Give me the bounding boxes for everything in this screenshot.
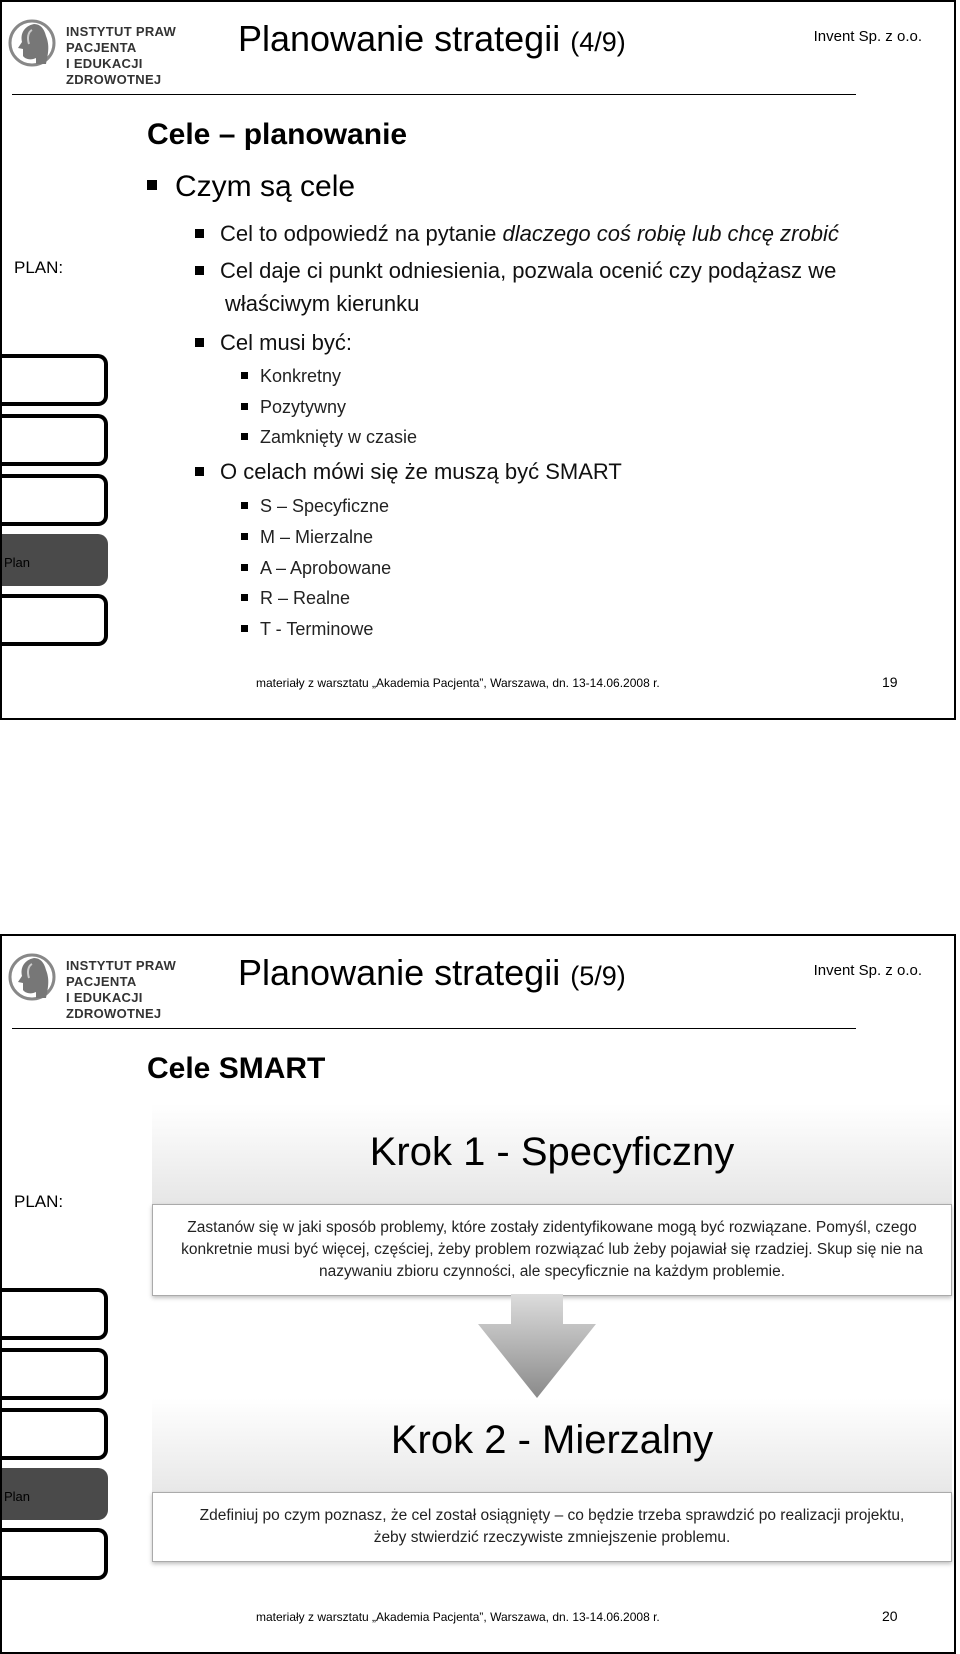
bullet-level3: A – Aprobowane xyxy=(241,558,391,579)
page-title: Planowanie strategii (4/9) xyxy=(238,18,626,59)
plan-label: PLAN: xyxy=(14,258,64,277)
bullet-icon xyxy=(195,338,204,347)
slide-subtitle: Cele – planowanie xyxy=(147,118,408,151)
logo-text: INSTYTUT PRAW PACJENTA I EDUKACJI ZDROWOTNEJ xyxy=(66,958,177,1021)
plan-label: PLAN: xyxy=(14,1192,64,1211)
nav-tab-plan[interactable] xyxy=(2,1468,108,1520)
step-1-title: Krok 1 - Specyficzny xyxy=(369,1130,735,1174)
bullet-icon xyxy=(241,403,248,410)
bullet-level3: Zamknięty w czasie xyxy=(241,427,417,448)
slide-subtitle: Cele SMART xyxy=(147,1052,326,1085)
bullet-level3: Pozytywny xyxy=(241,397,346,418)
bullet-icon xyxy=(195,229,204,238)
nav-tab-label: Plan xyxy=(4,1489,31,1504)
step-2-header xyxy=(152,1398,952,1498)
bullet-level2: Cel musi być: xyxy=(195,330,352,356)
nav-tab[interactable] xyxy=(2,1348,108,1400)
bullet-level3: R – Realne xyxy=(241,588,350,609)
company-name: Invent Sp. z o.o. xyxy=(813,28,922,45)
bullet-icon xyxy=(241,502,248,509)
bullet-level3: T - Terminowe xyxy=(241,619,373,640)
bullet-icon xyxy=(195,467,204,476)
title-divider xyxy=(12,1028,856,1029)
slide-19 xyxy=(0,0,956,720)
nav-tab[interactable] xyxy=(2,1288,108,1340)
head-profile-icon xyxy=(8,950,56,1004)
down-arrow-icon xyxy=(478,1294,596,1398)
bullet-level3: Konkretny xyxy=(241,366,341,387)
slide-20 xyxy=(0,934,956,1654)
step-2-title: Krok 2 - Mierzalny xyxy=(390,1418,714,1462)
page-number: 19 xyxy=(882,674,898,690)
company-name: Invent Sp. z o.o. xyxy=(813,962,922,979)
bullet-level1: Czym są cele xyxy=(147,170,355,204)
title-divider xyxy=(12,94,856,95)
bullet-icon xyxy=(147,180,157,190)
nav-tab[interactable] xyxy=(2,354,108,406)
bullet-level2: Cel daje ci punkt odniesienia, pozwala ocenić czy podążasz we xyxy=(195,258,836,284)
nav-tab[interactable] xyxy=(2,594,108,646)
bullet-level3: M – Mierzalne xyxy=(241,527,373,548)
nav-tab[interactable] xyxy=(2,1528,108,1580)
bullet-level3: S – Specyficzne xyxy=(241,496,389,517)
nav-tab[interactable] xyxy=(2,414,108,466)
bullet-icon xyxy=(241,625,248,632)
bullet-icon xyxy=(241,533,248,540)
head-profile-icon xyxy=(8,16,56,70)
bullet-continuation: właściwym kierunku xyxy=(225,291,420,316)
nav-tab-plan[interactable] xyxy=(2,534,108,586)
slide-footer: materiały z warsztatu „Akademia Pacjenta”, Warszawa, dn. 13-14.06.2008 r. xyxy=(256,1610,660,1624)
step-1-header xyxy=(152,1104,952,1204)
institute-logo xyxy=(8,16,218,87)
bullet-icon xyxy=(241,594,248,601)
page-title: Planowanie strategii (5/9) xyxy=(238,952,626,993)
step-2-description: Zdefiniuj po czym poznasz, że cel został osiągnięty – co będzie trzeba sprawdzić po realizacji projektu, żeby stwierdzić rzeczywiste zmniejszenie problemu. xyxy=(152,1492,952,1562)
bullet-icon xyxy=(241,433,248,440)
bullet-level2: Cel to odpowiedź na pytanie dlaczego coś robię lub chcę zrobić xyxy=(195,221,839,247)
bullet-icon xyxy=(241,372,248,379)
bullet-icon xyxy=(195,266,204,275)
nav-tab[interactable] xyxy=(2,474,108,526)
logo-text: INSTYTUT PRAW PACJENTA I EDUKACJI ZDROWOTNEJ xyxy=(66,24,177,87)
nav-tab[interactable] xyxy=(2,1408,108,1460)
institute-logo xyxy=(8,950,218,1021)
page-number: 20 xyxy=(882,1608,898,1624)
step-1-description: Zastanów się w jaki sposób problemy, które zostały zidentyfikowane mogą być rozwiązane. Pomyśl, czego konkretnie musi być więcej, częściej, żeby problem rozwiązać lub żeby pojawiał się rzadziej. Skup się nie na nazywaniu zbioru czynności, ale specyficznie na każdym problemie. xyxy=(152,1204,952,1296)
slide-footer: materiały z warsztatu „Akademia Pacjenta”, Warszawa, dn. 13-14.06.2008 r. xyxy=(256,676,660,690)
bullet-level2: O celach mówi się że muszą być SMART xyxy=(195,459,622,485)
nav-tab-label: Plan xyxy=(4,555,31,570)
bullet-icon xyxy=(241,564,248,571)
